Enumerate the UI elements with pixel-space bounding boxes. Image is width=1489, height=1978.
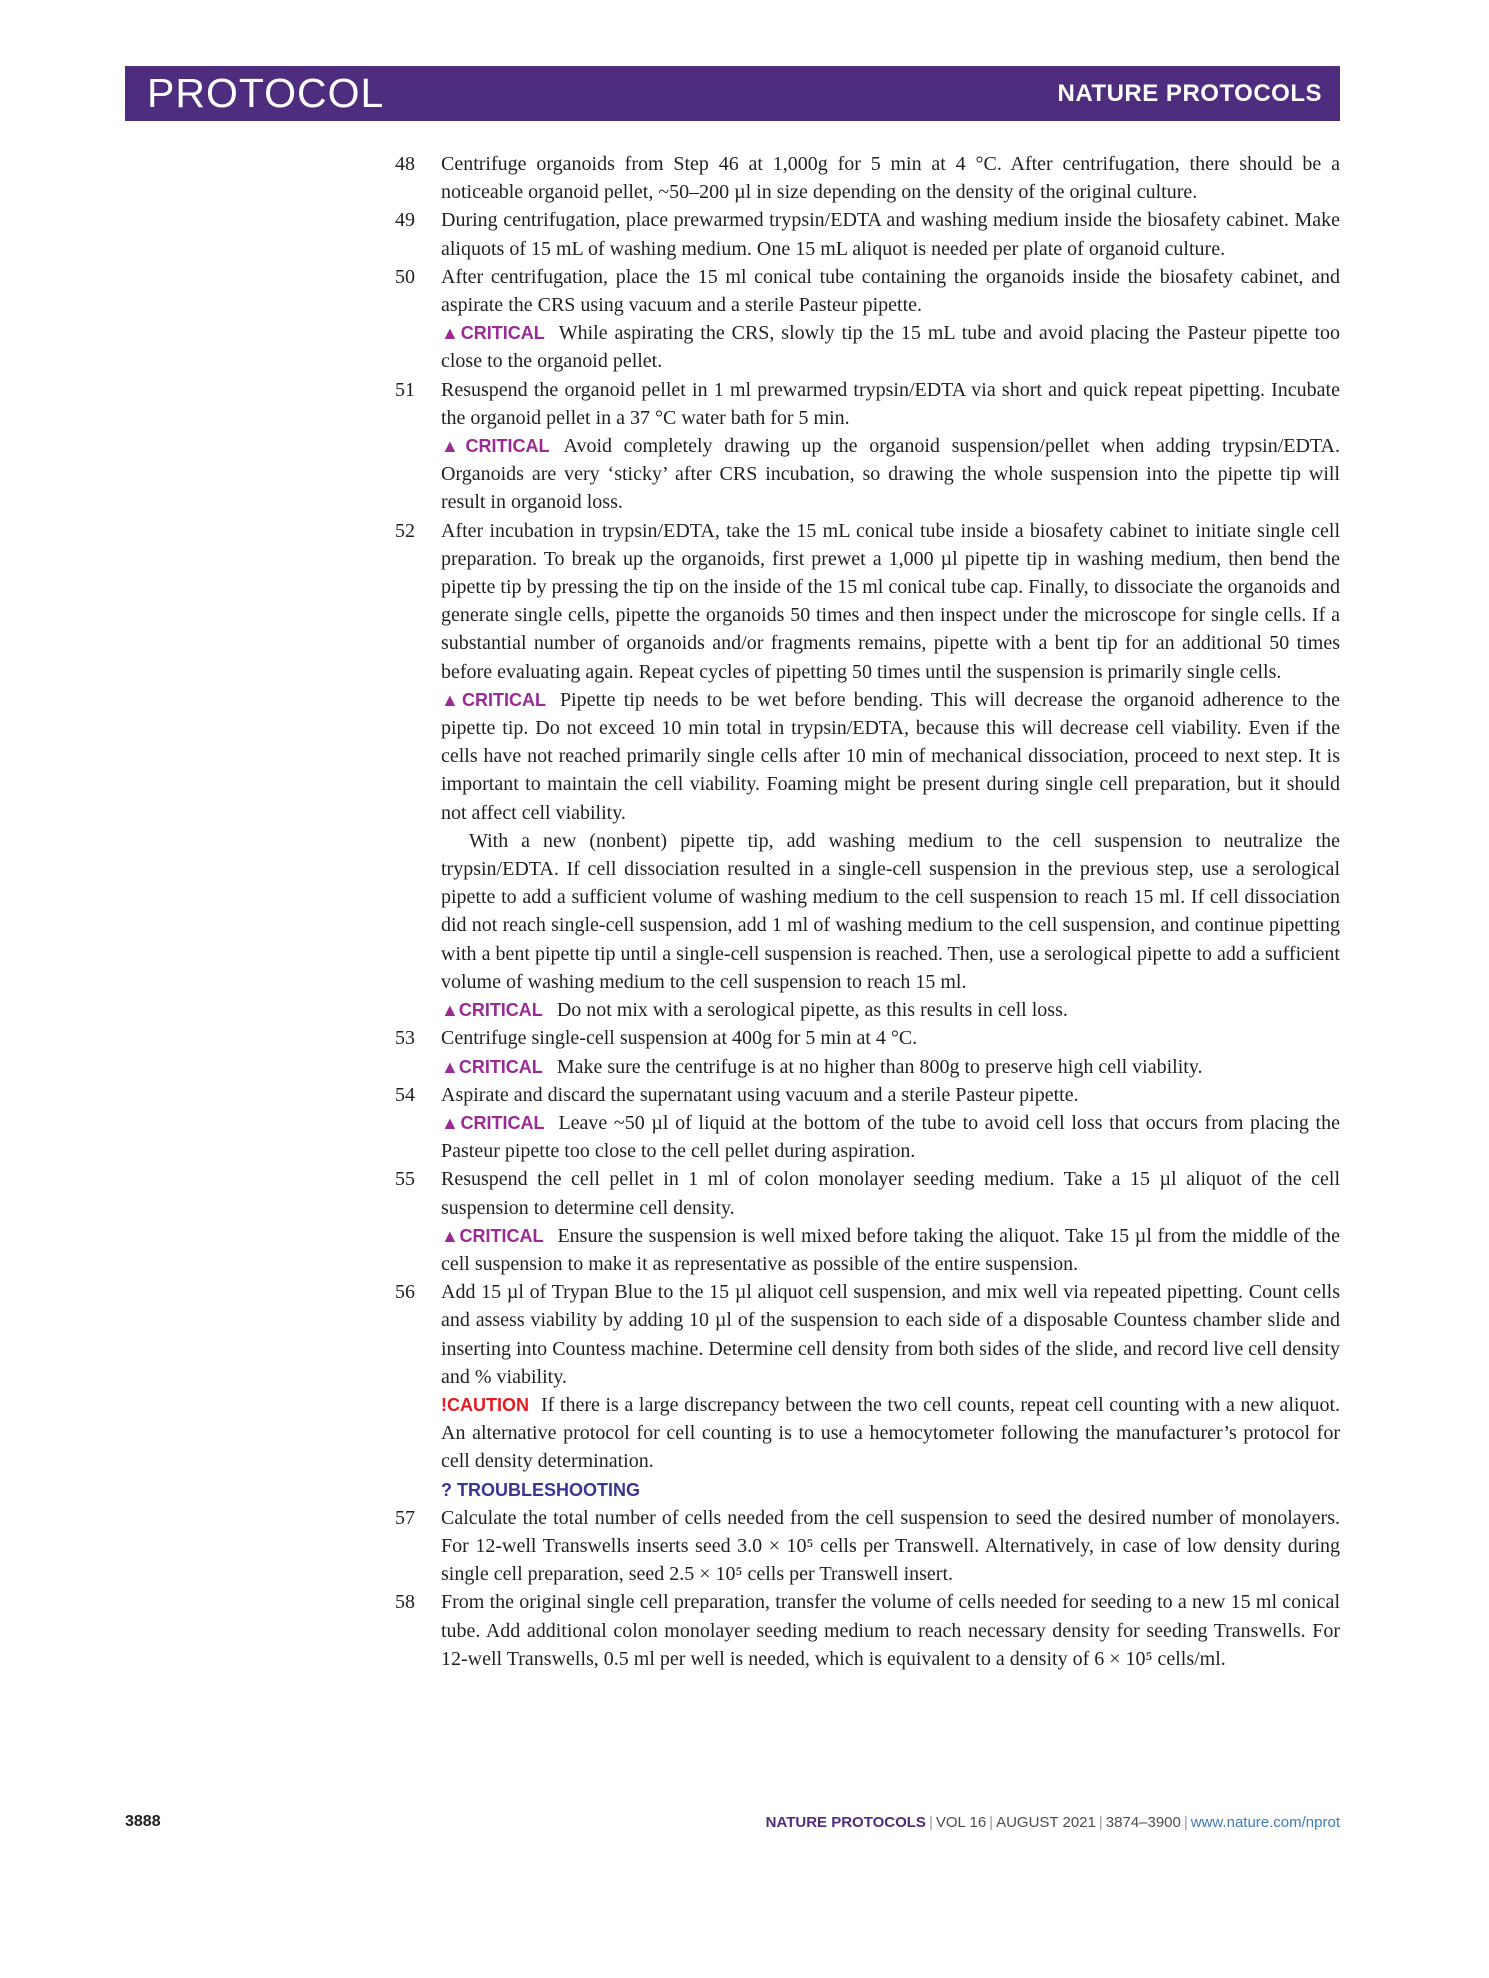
critical-text: Make sure the centrifuge is at no higher than 800g to preserve high cell viability. [556,1055,1203,1078]
section-label: PROTOCOL [147,70,385,116]
header-banner [125,66,1340,121]
step-48 [395,150,1340,206]
step-number: 54 [395,1083,415,1106]
critical-text: Do not mix with a serological pipette, as this results in cell loss. [556,999,1068,1022]
footer-journal: NATURE PROTOCOLS [765,1814,926,1831]
step-text: Resuspend the organoid pellet in 1 ml prewarmed trypsin/EDTA via short and quick repeat pipetting. Incubate the organoid pellet in a 37 °C water bath for 5 min. [441,378,1340,429]
page-number: 3888 [125,1813,161,1830]
step-text: After centrifugation, place the 15 ml conical tube containing the organoids inside the biosafety cabinet, and aspirate the CRS using vacuum and a sterile Pasteur pipette. [441,265,1340,317]
step-text: After incubation in trypsin/EDTA, take the 15 mL conical tube inside a biosafety cabinet to initiate single cell preparation. To break up the organoids, first prewet a 1,000 µl pipette tip in washing medium, then bend the pipette tip by pressing the tip on the inside of the 15 ml conical tube cap. Finally, to dissociate the organoids and generate single cells, pipette the organoids 50 times and then inspect under the microscope for single cells. If a substantial number of organoids and/or fragments remains, pipette with a bent tip for an additional 50 times before evaluating again. Repeat cycles of pipetting 50 times until the suspension is primarily single cells. [441,519,1340,683]
critical-label: ▲CRITICAL [441,1112,545,1133]
step-text: Centrifuge single-cell suspension at 400g for 5 min at 4 °C. [441,1027,918,1050]
troubleshooting-link[interactable] [441,1476,1340,1504]
caution-note [441,1391,1340,1476]
critical-note [441,319,1340,375]
journal-name: NATURE PROTOCOLS [1057,80,1322,107]
step-number: 57 [395,1506,415,1529]
critical-text: Ensure the suspension is well mixed before taking the aliquot. Take 15 µl from the middle of the cell suspension to make it as representative as possible of the entire suspension. [441,1224,1340,1275]
critical-text: Pipette tip needs to be wet before bending. This will decrease the organoid adherence to the pipette tip. Do not exceed 10 min total in trypsin/EDTA, because this will decrease cell viability. Even if the cells have not reached primarily single cells after 10 min of mechanical dissociation, proceed to next step. It is important to maintain the cell viability. Foaming might be present during single cell preparation, but it should not affect cell viability. [441,688,1340,824]
step-57 [395,1504,1340,1589]
critical-note [441,1053,1340,1081]
critical-text: While aspirating the CRS, slowly tip the 15 mL tube and avoid placing the Pasteur pipette too close to the organoid pellet. [441,322,1340,373]
step-49 [395,206,1340,262]
critical-note [441,432,1340,517]
step-text: Calculate the total number of cells needed from the cell suspension to seed the desired number of monolayers. For 12-well Transwells inserts seed 3.0 × 10⁵ cells per Transwell. Alternatively, in case of low density during single cell preparation, seed 2.5 × 10⁵ cells per Transwell insert. [441,1506,1340,1586]
step-number: 51 [395,378,415,401]
step-number: 58 [395,1591,415,1614]
step-number: 52 [395,519,415,542]
step-text: Centrifuge organoids from Step 46 at 1,000g for 5 min at 4 °C. After centrifugation, there should be a noticeable organoid pellet, ~50–200 µl in size depending on the density of the original culture. [441,153,1340,204]
step-56 [395,1278,1340,1504]
critical-note [441,996,1340,1024]
step-number: 50 [395,265,415,288]
step-text: Resuspend the cell pellet in 1 ml of colon monolayer seeding medium. Take a 15 µl aliquot of the cell suspension to determine cell density. [441,1168,1340,1219]
critical-label: ▲CRITICAL [441,436,550,457]
caution-text: If there is a large discrepancy between the two cell counts, repeat cell counting with a new aliquot. An alternative protocol for cell counting is to use a hemocytometer following the manufacturer’s protocol for cell density determination. [441,1393,1340,1473]
step-58 [395,1588,1340,1673]
step-number: 53 [395,1027,415,1050]
step-text: From the original single cell preparation, transfer the volume of cells needed for seeding to a new 15 ml conical tube. Add additional colon monolayer seeding medium to reach necessary density for seeding Transwells. For 12-well Transwells, 0.5 ml per well is needed, which is equivalent to a density of 6 × 10⁵ cells/ml. [441,1591,1340,1670]
step-number: 48 [395,153,415,175]
step-53 [395,1024,1340,1080]
critical-note [441,1222,1340,1278]
critical-label: ▲CRITICAL [441,323,545,344]
troubleshooting-label[interactable]: ? TROUBLESHOOTING [441,1479,640,1500]
footer-volume: VOL 16 [935,1814,987,1831]
step-54 [395,1081,1340,1166]
protocol-steps [395,150,1340,1673]
step-paragraph: With a new (nonbent) pipette tip, add washing medium to the cell suspension to neutralize the trypsin/EDTA. If cell dissociation resulted in a single-cell suspension in the previous step, use a serological pipette to add a sufficient volume of washing medium to the cell suspension to reach 15 ml. If cell dissociation did not reach single-cell suspension, add 1 ml of washing medium to the cell suspension, and continue pipetting with a bent pipette tip until a single-cell suspension is reached. Then, use a serological pipette to add a sufficient volume of washing medium to the cell suspension to reach 15 ml. [441,829,1340,993]
footer-pages: 3874–3900 [1105,1814,1181,1831]
caution-label: !CAUTION [441,1394,529,1415]
step-text: During centrifugation, place prewarmed trypsin/EDTA and washing medium inside the biosafety cabinet. Make aliquots of 15 mL of washing medium. One 15 mL aliquot is needed per plate of organoid culture. [441,209,1340,260]
step-number: 56 [395,1281,415,1304]
critical-note [441,1109,1340,1165]
footer-date: AUGUST 2021 [996,1814,1096,1831]
footer-url-link[interactable]: www.nature.com/nprot [1190,1814,1340,1831]
step-number: 49 [395,209,415,232]
critical-text: Leave ~50 µl of liquid at the bottom of the tube to avoid cell loss that occurs from placing the Pasteur pipette too close to the cell pellet during aspiration. [441,1111,1340,1163]
critical-note [441,686,1340,827]
critical-label: ▲CRITICAL [441,1000,543,1021]
citation: NATURE PROTOCOLS | VOL 16 | AUGUST 2021 | 3874–3900 | www.nature.com/nprot [765,1814,1340,1831]
step-50 [395,263,1340,376]
step-text: Add 15 µl of Trypan Blue to the 15 µl aliquot cell suspension, and mix well via repeated pipetting. Count cells and assess viability by adding 10 µl of the suspension to each side of a disposable Countess chamber slide and inserting into Countess machine. Determine cell density from both sides of the slide, and record live cell density and % viability. [441,1281,1340,1388]
critical-label: ▲CRITICAL [441,689,546,710]
step-55 [395,1165,1340,1278]
step-text: Aspirate and discard the supernatant using vacuum and a sterile Pasteur pipette. [441,1083,1079,1106]
step-51 [395,376,1340,517]
page-footer [125,1813,1340,1837]
step-52 [395,517,1340,1025]
critical-text: Avoid completely drawing up the organoid suspension/pellet when adding trypsin/EDTA. Organoids are very ‘sticky’ after CRS incubation, so drawing the whole suspension into the pipette tip will result in organoid loss. [441,435,1340,514]
critical-label: ▲CRITICAL [441,1225,544,1246]
critical-label: ▲CRITICAL [441,1056,543,1077]
step-number: 55 [395,1168,415,1191]
